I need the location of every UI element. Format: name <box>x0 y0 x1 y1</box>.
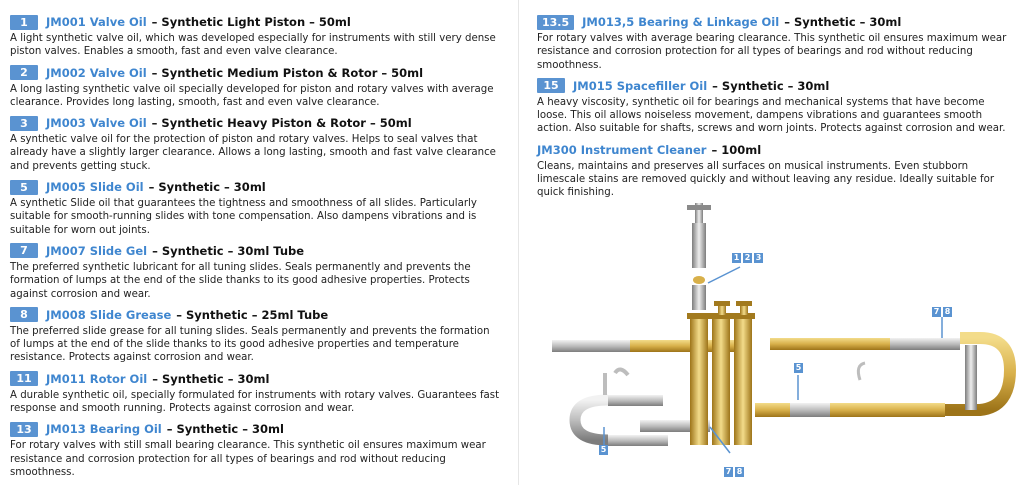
leadpipe <box>552 338 960 352</box>
product-code: JM008 Slide Grease <box>46 307 172 322</box>
right-column <box>537 14 1017 206</box>
callout-badge: 8 <box>736 467 743 476</box>
product-description: A synthetic Slide oil that guarantees the tightness and smoothness of all slides. Particularly suitable for smooth-running slides with tone compensation. Also dampens vibrations and is suitable for worn out joints. <box>10 198 477 236</box>
callout-badge: 1 <box>733 253 740 262</box>
product-number-badge: 1 <box>10 15 38 30</box>
product-code: JM011 Rotor Oil <box>46 371 148 386</box>
product-code: JM013 Bearing Oil <box>46 422 162 437</box>
product-description: The preferred slide grease for all tuning slides. Seals permanently and prevents the formation of lumps at the end of the slide thanks to its good adhesive properties and temperature resistance. Protects against corrosion and wear. <box>10 325 490 364</box>
product-entry <box>10 14 502 59</box>
product-description: For rotary valves with still small bearing clearance. This synthetic oil ensures maximum wear resistance and corrosion protection for all types of bearings and rod without reducing smoothness. <box>10 440 486 478</box>
product-code: JM015 Spacefiller Oil <box>573 78 708 93</box>
product-number-badge: 13.5 <box>537 15 574 30</box>
product-number-badge: 15 <box>537 78 565 93</box>
product-description: For rotary valves with average bearing clearance. This synthetic oil ensures maximum wear resistance and corrosion protection for all types of bearings and rod without reducing smoothness. <box>537 33 1007 71</box>
product-description: A synthetic valve oil for the protection of piston and rotary valves. Helps to seal valves that already have a slightly larger clearance. Allows a long lasting, smooth and fast valve clearance and prevents getting stuck. <box>10 134 496 172</box>
arrow-valves <box>708 267 740 283</box>
product-code: JM300 Instrument Cleaner <box>537 142 707 157</box>
product-number-badge: 11 <box>10 371 38 386</box>
product-code: JM005 Slide Oil <box>46 180 144 195</box>
valve-casings <box>687 313 755 445</box>
product-number-badge: 2 <box>10 65 38 80</box>
product-code: JM007 Slide Gel <box>46 243 148 258</box>
product-spec: – Synthetic Heavy Piston & Rotor – 50ml <box>151 116 412 131</box>
product-description: A durable synthetic oil, specially formulated for instruments with rotary valves. Guarantees fast response and smooth running. Protects against corrosion and wear. <box>10 389 500 415</box>
product-entry <box>10 65 502 110</box>
product-code: JM013,5 Bearing & Linkage Oil <box>582 15 780 29</box>
product-number-badge: 5 <box>10 180 38 195</box>
product-spec: – Synthetic – 30ml <box>784 15 902 29</box>
callout-badge: 5 <box>795 363 802 372</box>
callout-slide-mid <box>794 363 803 373</box>
product-entry <box>537 142 1017 200</box>
product-code: JM002 Valve Oil <box>46 65 147 80</box>
product-number-badge: 3 <box>10 116 38 131</box>
product-entry <box>10 307 502 365</box>
callout-bottom <box>724 467 744 477</box>
product-spec: – Synthetic – 30ml <box>152 371 270 386</box>
product-spec: – Synthetic – 30ml <box>166 422 284 437</box>
callout-badge: 7 <box>933 307 940 316</box>
product-number-badge: 8 <box>10 307 38 322</box>
left-column <box>10 14 502 485</box>
callout-valves <box>732 253 763 263</box>
product-entry <box>10 243 502 301</box>
product-spec: – Synthetic – 30ml <box>712 78 830 93</box>
product-spec: – Synthetic – 30ml <box>148 180 266 195</box>
callout-slide-right <box>932 307 952 317</box>
callout-badge: 3 <box>755 253 762 262</box>
product-entry <box>537 78 1017 136</box>
third-slide <box>858 363 865 380</box>
product-description: Cleans, maintains and preserves all surfaces on musical instruments. Even stubborn limescale stains are removed quickly and without leaving any residue. Ideally suitable for quick finishing. <box>537 160 995 199</box>
product-spec: – Synthetic Light Piston – 50ml <box>151 15 351 29</box>
column-divider <box>518 0 519 485</box>
product-spec: – Synthetic Medium Piston & Rotor – 50ml <box>151 65 424 80</box>
product-description: A light synthetic valve oil, which was developed especially for instruments with still very dense piston valves. Enables a smooth, fast and even valve clearance. <box>10 33 496 58</box>
product-code: JM003 Valve Oil <box>46 116 147 131</box>
extracted-piston <box>687 203 711 310</box>
callout-slide-left <box>599 445 608 455</box>
product-entry <box>10 371 502 416</box>
callout-badge: 7 <box>725 467 732 476</box>
product-number-badge: 13 <box>10 422 38 437</box>
main-slide <box>575 369 945 446</box>
product-entry <box>10 421 502 479</box>
trumpet-diagram <box>540 195 1024 485</box>
product-code: JM001 Valve Oil <box>46 15 147 29</box>
product-description: A heavy viscosity, synthetic oil for bearings and mechanical systems that have become loose. This oil allows noiseless movement, dampens vibrations and guarantees smooth action. Also suitable for shafts, screws and worn joints. Protects against corrosion and wear. <box>537 96 1006 135</box>
product-entry <box>10 179 502 237</box>
product-spec: – 100ml <box>711 142 762 157</box>
product-spec: – Synthetic – 25ml Tube <box>176 307 329 322</box>
product-description: A long lasting synthetic valve oil specially developed for piston and rotary valves with average clearance. Provides long lasting, smooth, fast and even valve clearance. <box>10 83 494 108</box>
valve-caps <box>714 301 752 315</box>
product-number-badge: 7 <box>10 243 38 258</box>
product-description: The preferred synthetic lubricant for all tuning slides. Seals permanently and prevents the formation of lumps at the end of the slide thanks to its good adhesive properties. Protects against corrosion and wear. <box>10 261 471 300</box>
callout-badge: 5 <box>600 445 607 454</box>
trumpet-illustration <box>540 195 1024 485</box>
product-spec: – Synthetic – 30ml Tube <box>152 243 305 258</box>
callout-badge: 8 <box>944 307 951 316</box>
product-entry <box>10 115 502 173</box>
product-entry <box>537 14 1017 72</box>
callout-badge: 2 <box>744 253 751 262</box>
